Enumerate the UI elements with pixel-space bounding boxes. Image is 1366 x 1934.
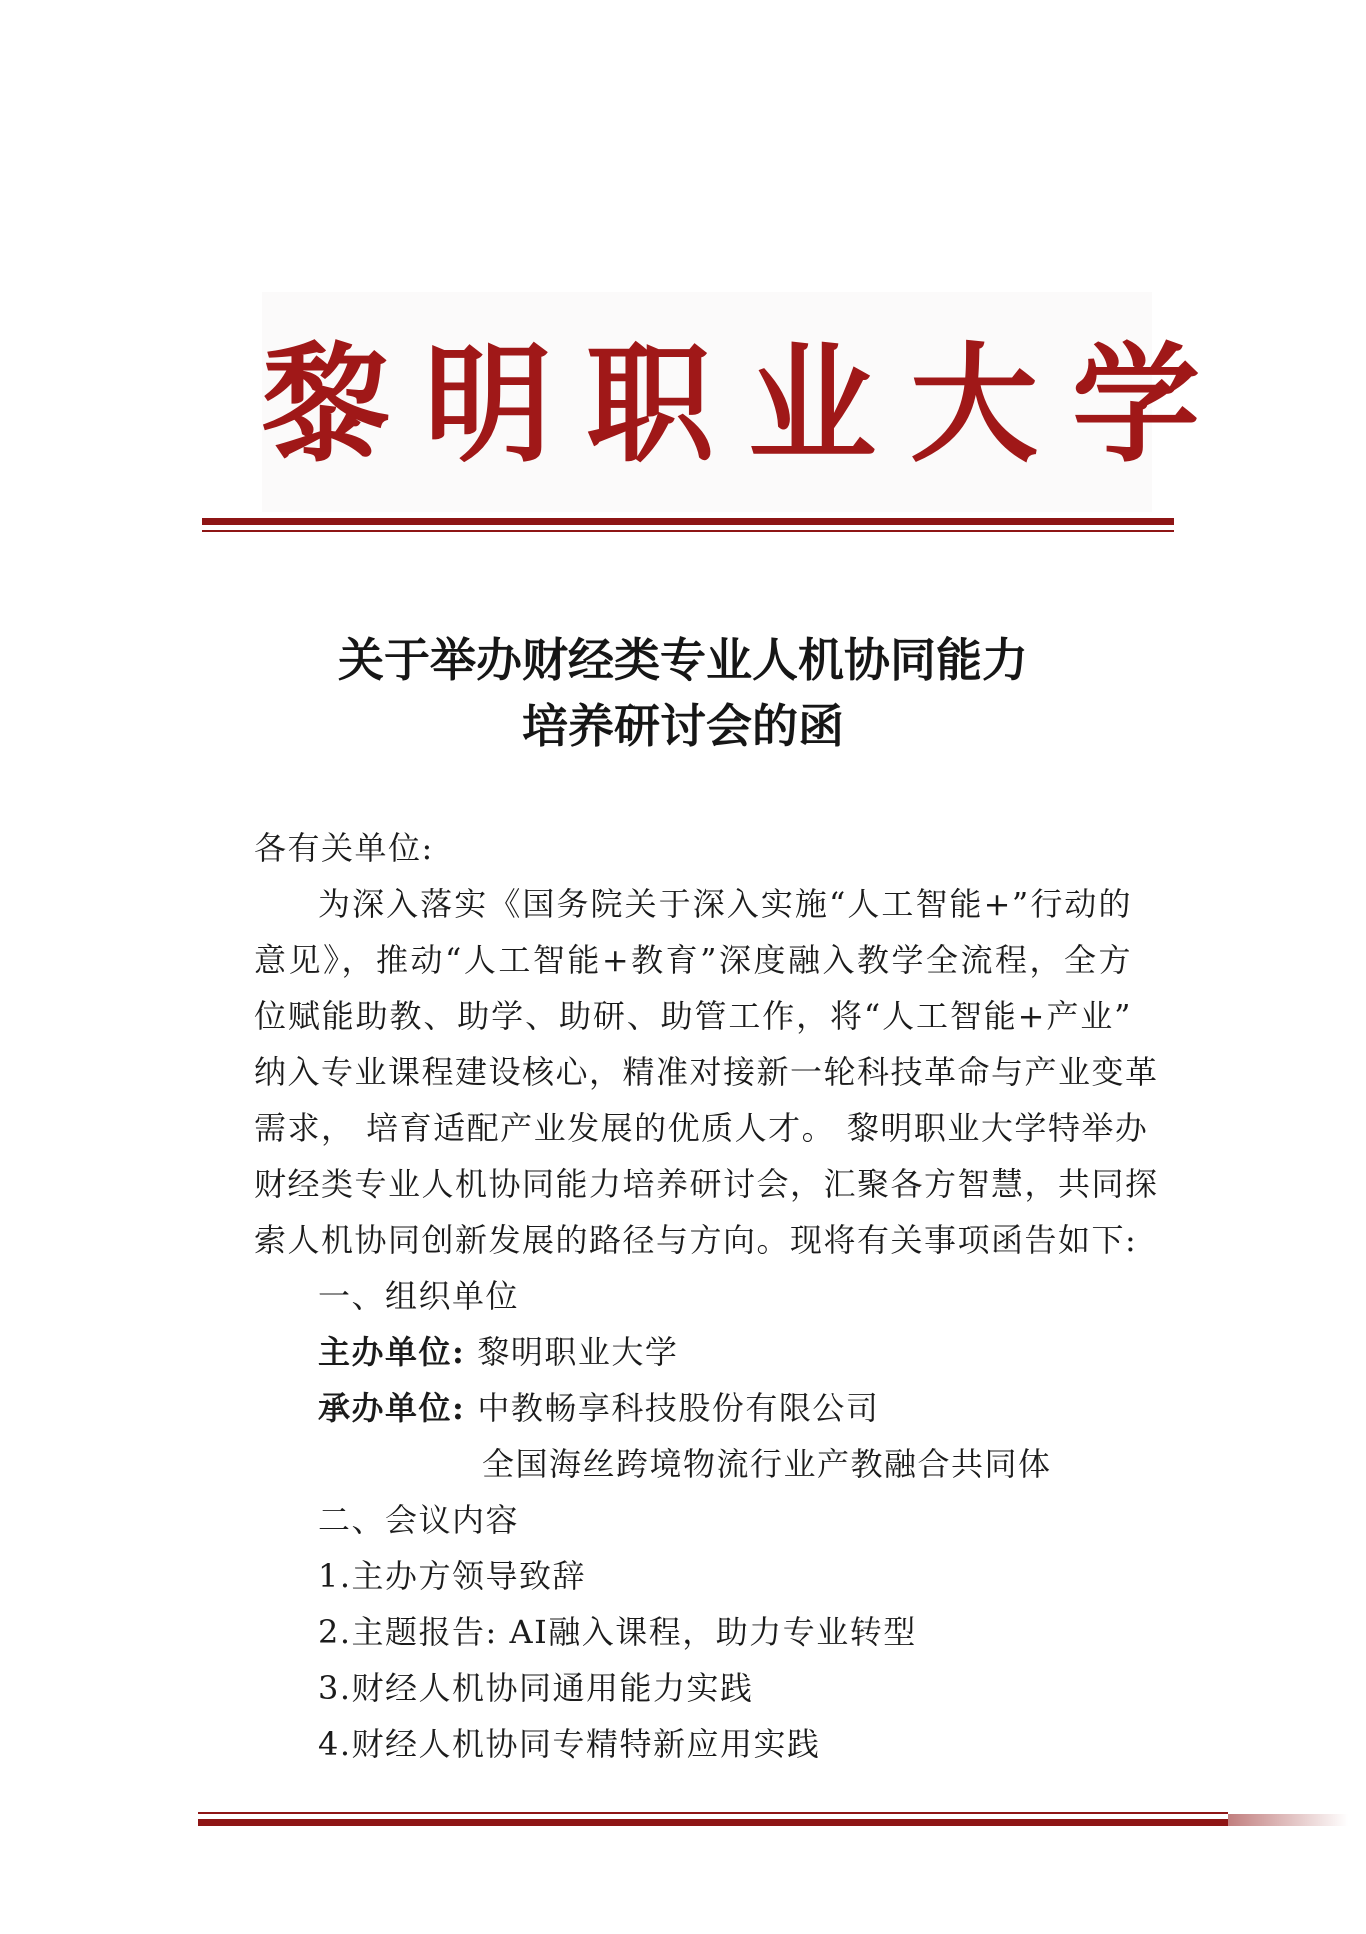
agenda-item: 4.财经人机协同专精特新应用实践 bbox=[318, 1725, 821, 1763]
document-title-line-2: 培养研讨会的函 bbox=[522, 699, 844, 753]
organizer-row bbox=[318, 1386, 879, 1430]
agenda-item: 3.财经人机协同通用能力实践 bbox=[318, 1669, 754, 1707]
organizer-value-2: 全国海丝跨境物流行业产教融合共同体 bbox=[482, 1445, 1052, 1483]
organizer-value-1: 中教畅享科技股份有限公司 bbox=[477, 1389, 880, 1427]
host-value: 黎明职业大学 bbox=[477, 1333, 679, 1371]
university-name: 黎明职业大学 bbox=[262, 330, 1235, 480]
body-line: 索人机协同创新发展的路径与方向。现将有关事项函告如下: bbox=[254, 1221, 1138, 1259]
footer-rule-fade bbox=[1228, 1814, 1348, 1826]
footer-rule-thick bbox=[198, 1819, 1228, 1826]
header-rule-thick bbox=[202, 518, 1174, 525]
section-heading-content: 二、会议内容 bbox=[318, 1501, 520, 1539]
organizer-label: 承办单位: bbox=[318, 1389, 466, 1427]
body-line: 位赋能助教、助学、助研、助管工作，将“人工智能+产业” bbox=[254, 997, 1132, 1035]
agenda-item: 1.主办方领导致辞 bbox=[318, 1557, 587, 1595]
agenda-item: 2.主题报告: AI融入课程，助力专业转型 bbox=[318, 1613, 917, 1651]
salutation: 各有关单位: bbox=[254, 829, 434, 867]
header-rule-thin bbox=[202, 530, 1174, 532]
host-label: 主办单位: bbox=[318, 1333, 466, 1371]
letterhead bbox=[262, 292, 1235, 512]
body-line: 财经类专业人机协同能力培养研讨会，汇聚各方智慧，共同探 bbox=[254, 1165, 1159, 1203]
body-line: 需求， 培育适配产业发展的优质人才。 黎明职业大学特举办 bbox=[254, 1109, 1149, 1147]
body-line: 意见》，推动“人工智能+教育”深度融入教学全流程，全方 bbox=[254, 941, 1132, 979]
body-line: 为深入落实《国务院关于深入实施“人工智能+”行动的 bbox=[318, 885, 1132, 923]
host-row bbox=[318, 1330, 678, 1374]
document-title-line-1: 关于举办财经类专业人机协同能力 bbox=[338, 633, 1028, 687]
section-heading-organizers: 一、组织单位 bbox=[318, 1277, 520, 1315]
footer-rule-thin bbox=[198, 1812, 1228, 1814]
body-line: 纳入专业课程建设核心，精准对接新一轮科技革命与产业变革 bbox=[254, 1053, 1159, 1091]
